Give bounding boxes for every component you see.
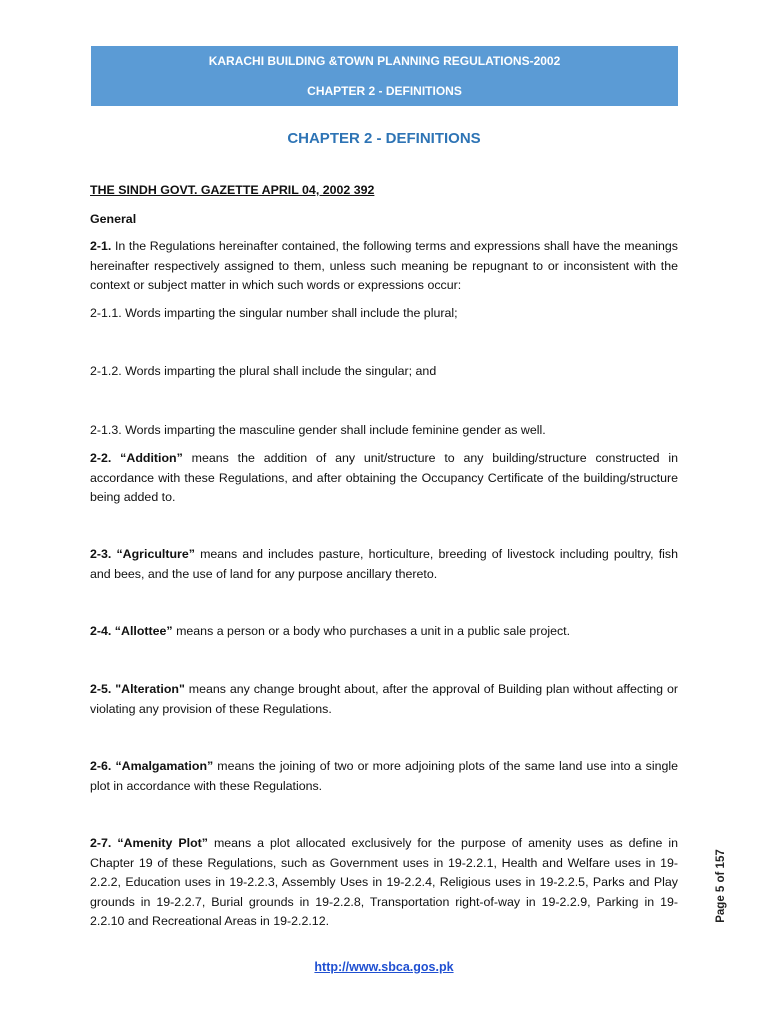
section-2-4: [90, 622, 678, 642]
chapter-title: CHAPTER 2 - DEFINITIONS: [287, 130, 481, 147]
section-number: 2-2.: [90, 451, 112, 465]
section-number: 2-7.: [90, 836, 112, 850]
section-text: means a plot allocated exclusively for the purpose of amenity uses as define in Chapter 19 of these Regulations, such as Government uses in 19-2.2.1, Health and Welfare uses in 19-2.2.2, Education uses in 19-2.2.3, Assembly Uses in 19-2.2.4, Religious uses in 19-2.2.5, Parks and Play grounds in 19-2.2.7, Burial grounds in 19-2.2.8, Transportation right-of-way in 19-2.2.9, Parking in 19-2.2.10 and Recreational Areas in 19-2.2.12.: [90, 836, 678, 928]
header-title: KARACHI BUILDING &TOWN PLANNING REGULATIONS-2002: [208, 54, 561, 68]
defined-term: “Addition”: [111, 451, 183, 465]
gazette-reference: THE SINDH GOVT. GAZETTE APRIL 04, 2002 392: [90, 183, 375, 197]
section-text: means the addition of any unit/structure to any building/structure constructed in accordance with these Regulations, and after obtaining the Occupancy Certificate of the building/structure being added to.: [90, 451, 678, 504]
section-2-5: [90, 680, 678, 719]
page-number-indicator: [706, 845, 736, 935]
section-2-1-2: [90, 362, 678, 382]
section-number: 2-1.: [90, 239, 112, 253]
section-text: means the joining of two or more adjoining plots of the same land use into a single plot in accordance with these Regulations.: [90, 759, 678, 793]
section-2-1-1: [90, 304, 678, 324]
section-number: 2-3.: [90, 547, 112, 561]
section-text: means and includes pasture, horticulture, breeding of livestock including poultry, fish and bees, and the use of land for any purpose ancillary thereto.: [90, 547, 678, 581]
defined-term: “Allottee”: [111, 624, 173, 638]
section-2-7: [90, 834, 678, 932]
section-text: 2-1.1. Words imparting the singular number shall include the plural;: [90, 306, 458, 320]
page-number: Page 5 of 157: [715, 849, 727, 923]
section-2-6: [90, 757, 678, 796]
section-number: 2-6.: [90, 759, 112, 773]
page-header-band: [91, 46, 678, 106]
defined-term: “Amalgamation”: [111, 759, 214, 773]
defined-term: “Amenity Plot”: [111, 836, 208, 850]
section-2-2: [90, 449, 678, 508]
general-heading: General: [90, 212, 137, 226]
section-text: means any change brought about, after the approval of Building plan without affecting or violating any provision of these Regulations.: [90, 682, 678, 716]
defined-term: "Alteration": [111, 682, 185, 696]
footer-website-link[interactable]: http://www.sbca.gos.pk: [314, 960, 454, 974]
section-2-1: [90, 237, 678, 296]
defined-term: “Agriculture”: [111, 547, 195, 561]
section-text: In the Regulations hereinafter contained, the following terms and expressions shall have the meanings hereinafter respectively assigned to them, unless such meaning be repugnant to or inconsistent with the context or subject matter in which such words or expressions occur:: [90, 239, 678, 292]
section-text: 2-1.2. Words imparting the plural shall include the singular; and: [90, 364, 437, 378]
section-number: 2-4.: [90, 624, 112, 638]
section-2-3: [90, 545, 678, 584]
section-2-1-3: [90, 421, 678, 441]
section-number: 2-5.: [90, 682, 112, 696]
section-text: means a person or a body who purchases a unit in a public sale project.: [172, 624, 571, 638]
header-subtitle: CHAPTER 2 - DEFINITIONS: [307, 84, 462, 98]
section-text: 2-1.3. Words imparting the masculine gender shall include feminine gender as well.: [90, 423, 546, 437]
